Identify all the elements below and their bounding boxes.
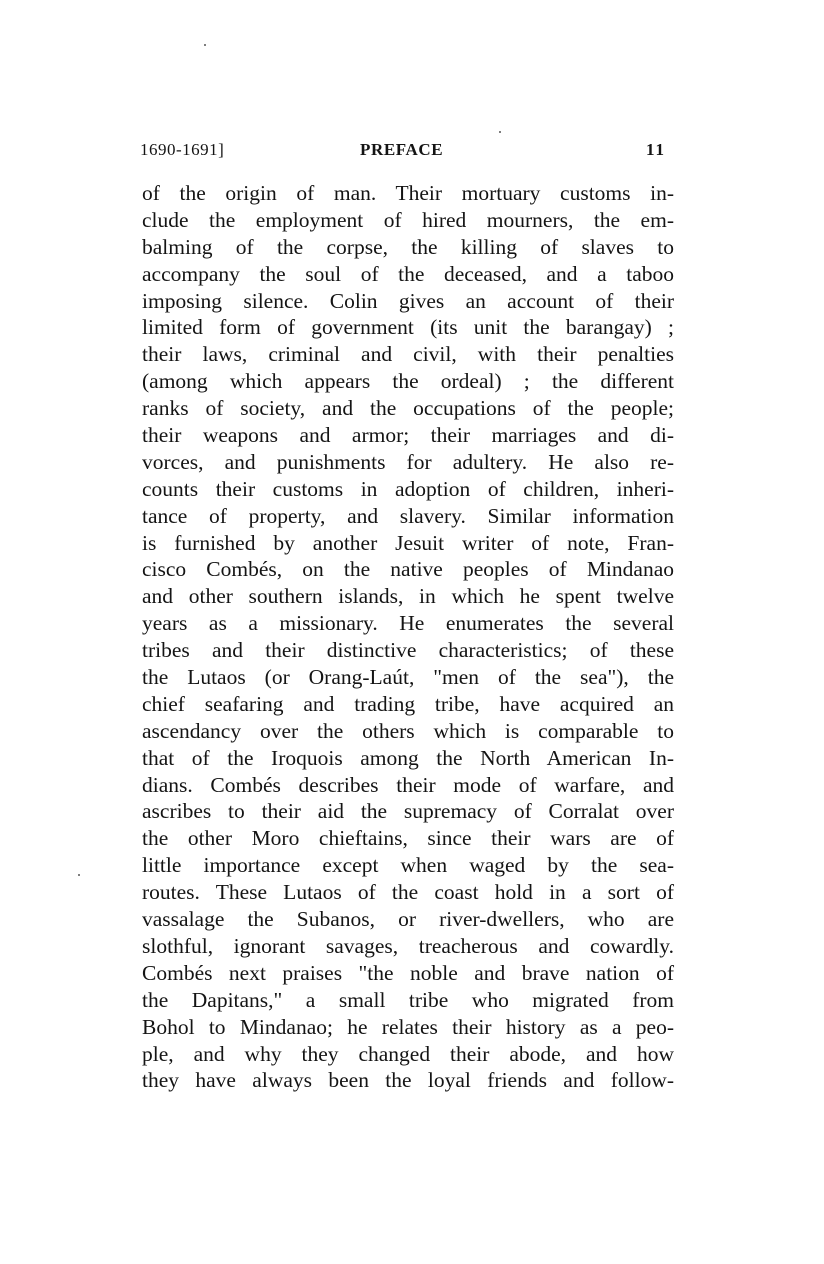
text-line: slothful, ignorant savages, treacherous and cowardly. <box>142 933 674 958</box>
text-line: little importance except when waged by the sea- <box>142 853 674 878</box>
print-speck <box>78 874 80 876</box>
text-line: vassalage the Subanos, or river-dwellers, who are <box>142 907 674 932</box>
text-line: clude the employment of hired mourners, the em- <box>142 207 674 232</box>
text-line: ranks of society, and the occupations of the people; <box>142 396 674 421</box>
text-line: imposing silence. Colin gives an account of their <box>142 288 674 313</box>
text-line: ple, and why they changed their abode, and how <box>142 1041 674 1066</box>
header-page-number: 11 <box>645 140 666 159</box>
text-line: is furnished by another Jesuit writer of note, Fran- <box>142 530 674 555</box>
text-line: Combés next praises "the noble and brave nation of <box>142 960 674 985</box>
text-line: the Lutaos (or Orang-Laút, "men of the sea"), the <box>142 665 674 690</box>
text-line: counts their customs in adoption of children, inheri- <box>142 476 674 501</box>
text-line: chief seafaring and trading tribe, have acquired an <box>142 691 674 716</box>
text-line: of the origin of man. Their mortuary customs in- <box>142 181 674 205</box>
text-line: balming of the corpse, the killing of slaves to <box>142 234 674 259</box>
header-years: 1690-1691] <box>140 140 225 159</box>
text-line: vorces, and punishments for adultery. He also re- <box>142 449 674 474</box>
text-line: tance of property, and slavery. Similar information <box>142 503 674 528</box>
running-head <box>140 140 672 164</box>
text-line: ascribes to their aid the supremacy of Corralat over <box>142 799 674 824</box>
text-line: cisco Combés, on the native peoples of Mindanao <box>142 557 674 582</box>
header-title: PREFACE <box>360 140 444 159</box>
text-line: the other Moro chieftains, since their wars are of <box>142 826 674 851</box>
text-line: that of the Iroquois among the North American In- <box>142 745 674 770</box>
text-line: routes. These Lutaos of the coast hold in a sort of <box>142 880 674 905</box>
text-line: Bohol to Mindanao; he relates their history as a peo- <box>142 1014 674 1039</box>
text-line: their weapons and armor; their marriages and di- <box>142 423 674 448</box>
text-line: they have always been the loyal friends and follow- <box>142 1068 674 1093</box>
text-line: their laws, criminal and civil, with their penalties <box>142 342 674 367</box>
print-speck <box>499 131 501 133</box>
text-line: tribes and their distinctive characteristics; of these <box>142 638 674 663</box>
text-line: (among which appears the ordeal) ; the different <box>142 369 674 394</box>
text-line: ascendancy over the others which is comparable to <box>142 718 674 743</box>
text-line: dians. Combés describes their mode of warfare, and <box>142 772 674 797</box>
text-line: years as a missionary. He enumerates the several <box>142 611 674 636</box>
text-line: accompany the soul of the deceased, and a taboo <box>142 261 674 286</box>
body-text <box>142 180 674 1094</box>
text-line: limited form of government (its unit the barangay) ; <box>142 315 674 340</box>
text-line: the Dapitans," a small tribe who migrated from <box>142 987 674 1012</box>
print-speck <box>204 44 206 46</box>
text-line: and other southern islands, in which he spent twelve <box>142 584 674 609</box>
